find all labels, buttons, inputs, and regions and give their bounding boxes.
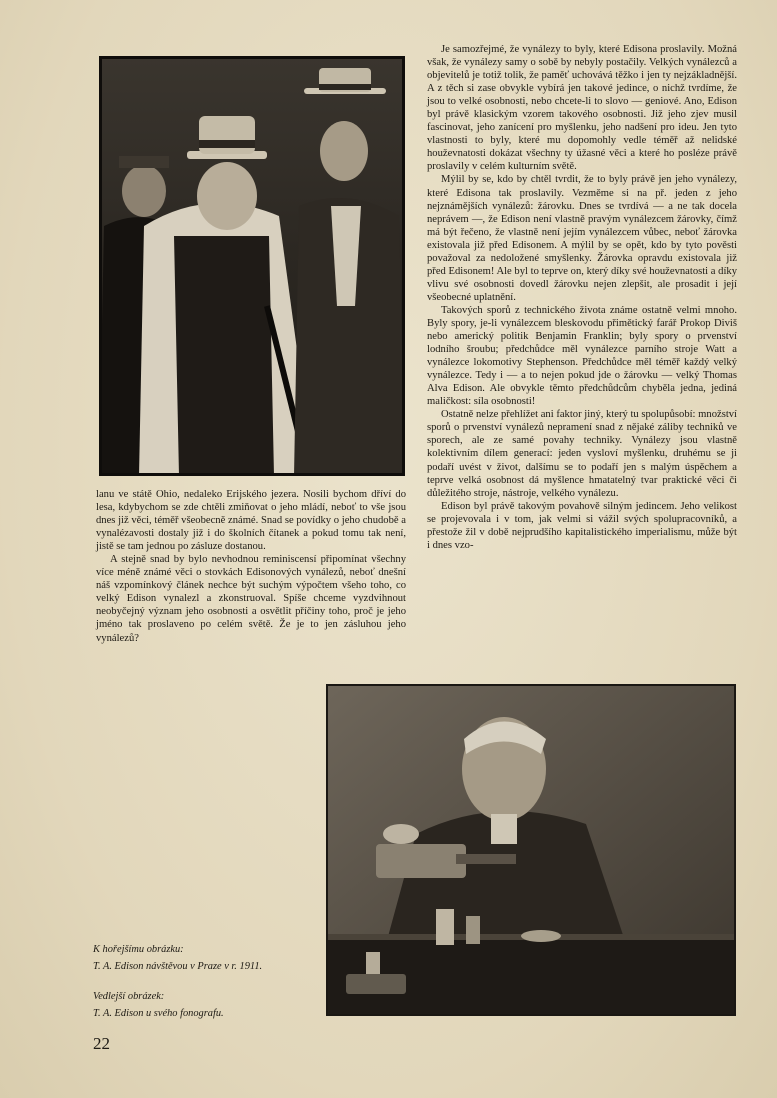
article-paragraph: Je samozřejmé, že vynálezy to byly, které Edisona proslavily. Možná však, že vynálezy samy o sobě by nebyly postačily. Velkých vynálezců a objevitelů je totiž tolik, že paměť uchovává těžko i jen ty nejzákladnější. A z těch si zase obvykle vybírá jen takové jedince, o nichž tvrdíme, že jsou to velké osobnosti, nebo chcete-li to slovo — geniové. Ano, Edison byl právě klasickým vzorem takového osobnosti. Již jeho zjev musil fascinovat, jeho zanícení pro myšlenku, jeho nadšení pro ideu. Jen tyto vlastnosti to byly, které mu dopomohly vedle téměř až nelidské houževnatosti dokázat všechny ty úžasné věci a které ho posléze právě proslavily v celém kulturním světě. — [427, 44, 737, 173]
article-paragraph: Takových sporů z technického života známe ostatně velmi mnoho. Byly spory, je-li vynálezcem bleskovodu přimětický farář Prokop Diviš nebo americký politik Benjamin Franklin; byly spory o prvenství lodního šroubu; předchůdce měl vynálezce parního stroje Watt a vynálezce lokomotivy Stephenson. Předchůdce měl téměř každý velký vynálezce. Tedy i — a to nejen pokud jde o žárovku — velký Thomas Alva Edison. Ale obvykle těmto předchůdcům chyběla jedna, jediná maličkost: síla osobnosti! — [427, 304, 737, 408]
article-paragraph: Edison byl právě takovým povahově silným jedincem. Jeho velikost se projevovala i v tom, jak velmi si vážil svých spolupracovníků, a přestože žil v době nejprudšího kapitalistického imperialismu, může být i dnes vzo- — [427, 500, 737, 551]
photo-edison-prague-image — [99, 56, 405, 476]
caption-bottom-text: T. A. Edison u svého fonografu. — [93, 1007, 224, 1019]
photo-edison-phonograph — [326, 684, 736, 1016]
article-paragraph: A stejně snad by bylo nevhodnou reminiscensí připomínat všechny více méně známé věci o stovkách Edisonových vynálezů, neboť dnešní náš vzpomínkový článek nechce být suchým výpočtem všeho toho, co velký Edison vynalezl a zkonstruoval. Spíše chceme vyzdvihnout neobyčejný význam jeho osobnosti a osvětlit příčiny toho, proč je jeho jméno tak proslaveno po celém světě. Že je to jen zásluhou jeho vynálezů? — [96, 554, 406, 644]
caption-top-photo — [93, 942, 318, 975]
article-paragraph: Mýlil by se, kdo by chtěl tvrdit, že to byly právě jen jeho vynálezy, které Edisona tak proslavily. Vezměme si na př. jeden z jeho nejznámějších vynálezů: žárovku. Dnes se tvrdívá — a ne tak docela neprávem —, že Edison není vlastně pravým vynálezcem žárovky, čímž má být řečeno, že vlastně není jejím vynálezcem vůbec, neboť žárovka existovala již před Edisonem. A mýlil by se opět, kdo by tyto pověsti považoval za nedoložené smyšlenky. Žárovka opravdu existovala již před Edisonem! Ale byl to teprve on, který díky své houževnatosti a díky vlivu své osobnosti dovedl žárovku nejen zlepšit, ale prosadit i její všeobecné uplatnění. — [427, 174, 737, 303]
article-paragraph: lanu ve státě Ohio, nedaleko Erijského jezera. Nosili bychom dříví do lesa, kdybychom se zde chtěli zmiňovat o jeho mládí, neboť to vše jsou dnes již věci, téměř všeobecně známé. Snad se povídky o jeho chudobě a vynalézavosti dostaly již i do školních čítanek a pokud tomu tak není, jistě se tam jednou po zásluze dostanou. — [96, 489, 406, 553]
photo-edison-phonograph-image — [326, 684, 736, 1016]
article-right-column — [427, 43, 737, 552]
photo-edison-prague — [99, 56, 405, 476]
caption-bottom-heading: Vedlejší obrázek: — [93, 991, 165, 1002]
caption-top-heading: K hořejšímu obrázku: — [93, 944, 184, 955]
caption-top-text: T. A. Edison návštěvou v Praze v r. 1911. — [93, 960, 263, 972]
article-paragraph: Ostatně nelze přehlížet ani faktor jiný, který tu spolupůsobí: množství sporů o prvenství vynálezů nepramení snad z nějaké záliby techniků ve sporech, ale ze samé povahy techniky. Vynálezy jsou vlastně kolektivním dílem generací: jeden vysloví myšlenku, druhému se ji podaří uvést v život, dalšímu se to podaří jen s malým úspěchem a teprve velká osobnost dá myšlence hmatatelný tvar praktické věci či důležitého stroje, nástroje, velkého vynálezu. — [427, 409, 737, 499]
page-number: 22 — [93, 1034, 110, 1053]
caption-bottom-photo — [93, 989, 318, 1022]
article-left-column — [96, 488, 406, 645]
